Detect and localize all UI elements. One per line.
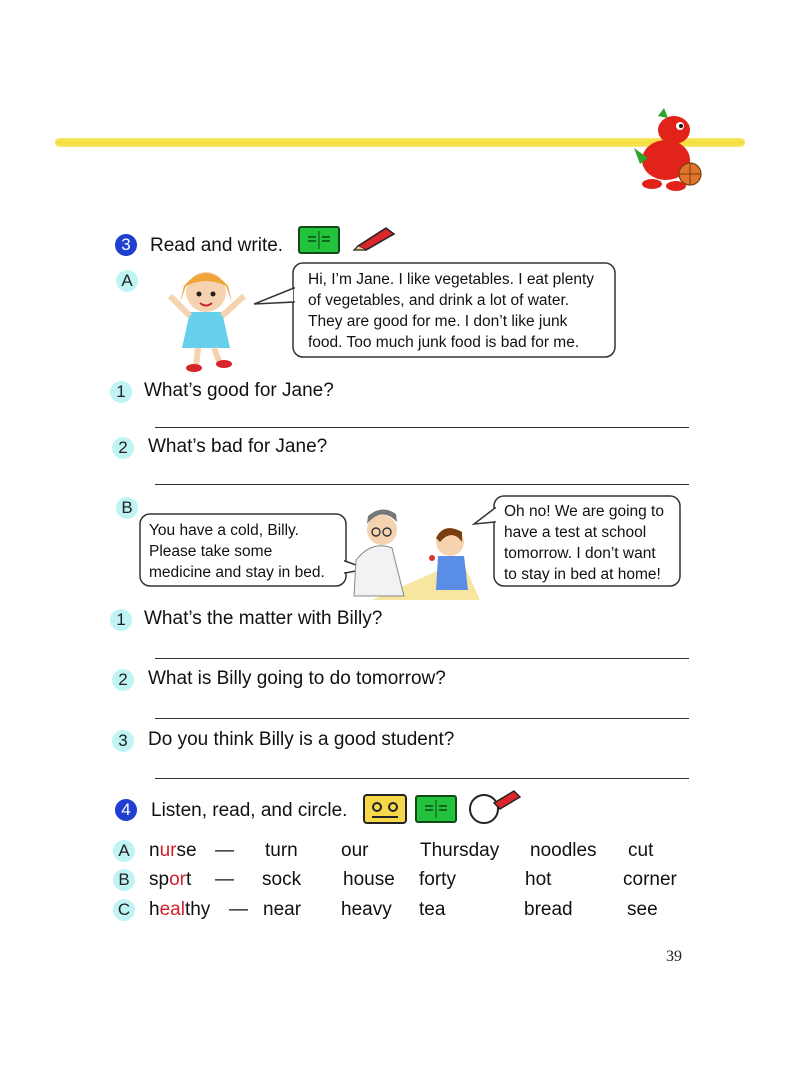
question-number: 2 xyxy=(112,437,134,459)
book-icon xyxy=(298,226,340,254)
part-a-letter: A xyxy=(116,270,138,292)
target-word: sport xyxy=(149,869,192,890)
jane-bubble-text: Hi, I’m Jane. I like vegetables. I eat plenty of vegetables, and drink a lot of water. They are good for me. I don’t like junk food. Too much junk food is bad for me. xyxy=(308,271,595,351)
question-text: What’s bad for Jane? xyxy=(148,436,328,457)
choice-word[interactable]: house xyxy=(343,869,395,890)
section-4-title: Listen, read, and circle. xyxy=(151,800,348,821)
cassette-icon xyxy=(362,793,408,825)
dragon-mascot-image xyxy=(628,100,708,194)
row-letter: B xyxy=(113,869,135,891)
section-4-number: 4 xyxy=(115,799,137,821)
dash: — xyxy=(215,840,234,861)
dash: — xyxy=(215,869,234,890)
choice-word[interactable]: bread xyxy=(524,899,573,920)
choice-word[interactable]: Thursday xyxy=(420,840,500,861)
question-text: What’s good for Jane? xyxy=(144,380,334,401)
question-text: What is Billy going to do tomorrow? xyxy=(148,668,446,689)
question-text: Do you think Billy is a good student? xyxy=(148,729,455,750)
question-number: 1 xyxy=(110,609,132,631)
choice-word[interactable]: hot xyxy=(525,869,552,890)
answer-line[interactable] xyxy=(155,658,689,659)
choice-word[interactable]: turn xyxy=(265,840,298,861)
book-icon xyxy=(415,795,457,823)
question-number: 2 xyxy=(112,669,134,691)
circle-pen-icon xyxy=(466,787,522,827)
choice-word[interactable]: near xyxy=(263,899,302,920)
target-word: nurse xyxy=(149,840,197,861)
choice-word[interactable]: our xyxy=(341,840,369,861)
row-letter: A xyxy=(113,840,135,862)
doctor-and-billy-illustration xyxy=(352,500,482,608)
choice-word[interactable]: sock xyxy=(262,869,302,890)
answer-line[interactable] xyxy=(155,484,689,485)
part-b-letter: B xyxy=(116,497,138,519)
choice-word[interactable]: tea xyxy=(419,899,446,920)
answer-line[interactable] xyxy=(155,718,689,719)
doctor-bubble-text: You have a cold, Billy. Please take some medicine and stay in bed. xyxy=(149,522,325,581)
billy-bubble-text: Oh no! We are going to have a test at school tomorrow. I don’t want to stay in bed at home! xyxy=(504,503,664,583)
section-3-number: 3 xyxy=(115,234,137,256)
question-text: What’s the matter with Billy? xyxy=(144,608,383,629)
choice-word[interactable]: see xyxy=(627,899,658,920)
choice-word[interactable]: cut xyxy=(628,840,654,861)
answer-line[interactable] xyxy=(155,778,689,779)
choice-word[interactable]: forty xyxy=(419,869,456,890)
choice-word[interactable]: corner xyxy=(623,869,677,890)
row-letter: C xyxy=(113,899,135,921)
pencil-icon xyxy=(352,222,398,252)
section-3-title: Read and write. xyxy=(150,235,284,256)
jane-illustration xyxy=(160,256,252,374)
choice-word[interactable]: noodles xyxy=(530,840,597,861)
choice-word[interactable]: heavy xyxy=(341,899,392,920)
answer-line[interactable] xyxy=(155,427,689,428)
question-number: 1 xyxy=(110,381,132,403)
page-number: 39 xyxy=(666,948,682,965)
target-word: healthy xyxy=(149,899,211,920)
question-number: 3 xyxy=(112,730,134,752)
dash: — xyxy=(229,899,248,920)
